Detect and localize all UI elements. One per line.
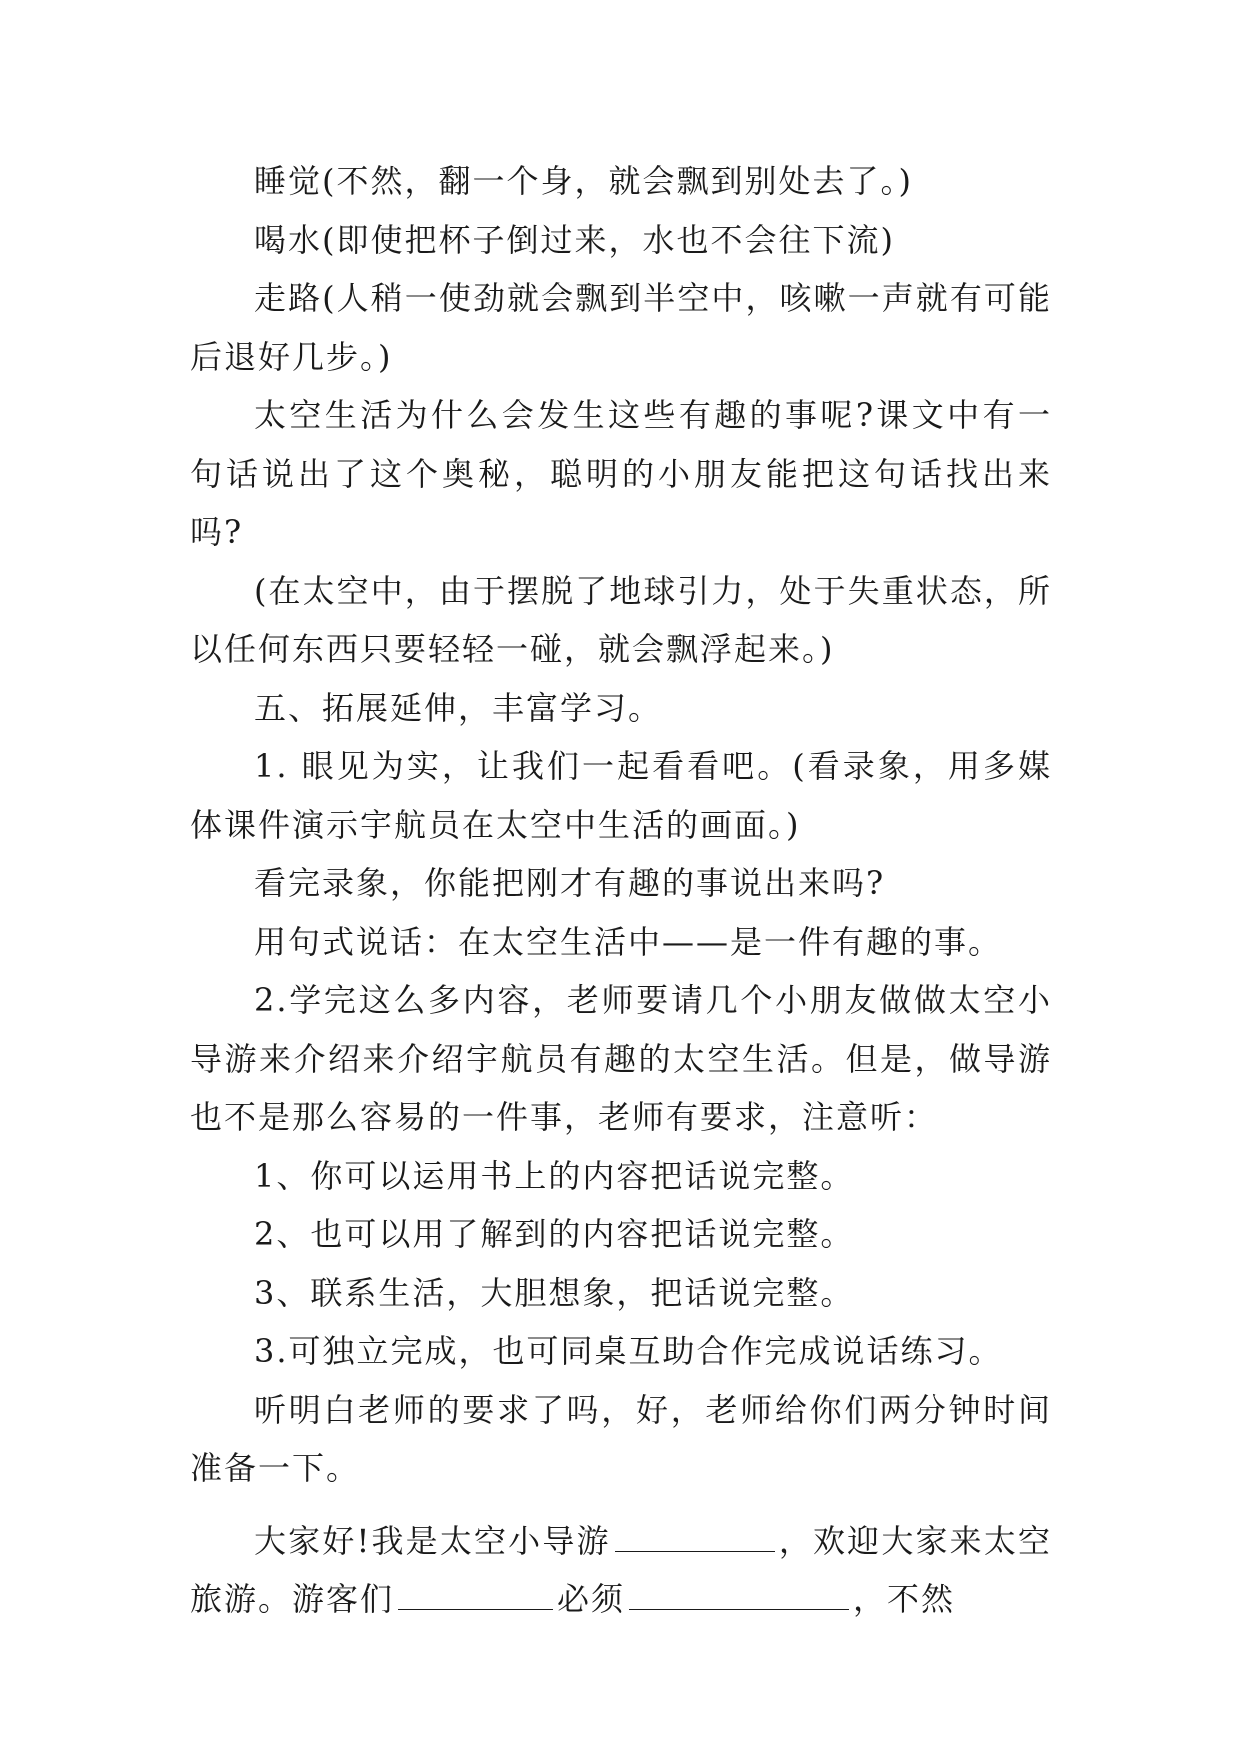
paragraph-walk: 走路(人稍一使劲就会飘到半空中，咳嗽一声就有可能后退好几步。) [190, 279, 1052, 376]
paragraph-step-3: 3.可独立完成，也可同桌互助合作完成说话练习。 [254, 1332, 1003, 1370]
fill-in-text-2: ，欢迎大家来太空旅游。游客们 [190, 1521, 1052, 1618]
paragraph-question: 太空生活为什么会发生这些有趣的事呢?课文中有一句话说出了这个奥秘，聪明的小朋友能把这句话找出来吗? [190, 396, 1052, 551]
blank-line [398, 1579, 553, 1610]
fill-in-text-4: ，不然 [853, 1580, 956, 1618]
requirement-3: 3、联系生活，大胆想象，把话说完整。 [254, 1273, 855, 1312]
paragraph-sleep: 睡觉(不然，翻一个身，就会飘到别处去了。) [254, 162, 913, 200]
fill-in-text-3: 必须 [557, 1580, 626, 1618]
document-body [190, 152, 1052, 1629]
paragraph-answer: (在太空中，由于摆脱了地球引力，处于失重状态，所以任何东西只要轻轻一碰，就会飘浮起来。) [190, 571, 1052, 668]
requirement-2: 2、也可以用了解到的内容把话说完整。 [254, 1215, 855, 1253]
paragraph-sentence-pattern: 用句式说话：在太空生活中——是一件有趣的事。 [254, 922, 1003, 961]
paragraph-step-2: 2.学完这么多内容，老师要请几个小朋友做做太空小导游来介绍来介绍宇航员有趣的太空生活。但是，做导游也不是那么容易的一件事，老师有要求，注意听： [190, 981, 1052, 1136]
requirement-1: 1、你可以运用书上的内容把话说完整。 [254, 1156, 855, 1195]
fill-in-text-1: 大家好!我是太空小导游 [254, 1521, 611, 1560]
blank-line [629, 1579, 849, 1610]
paragraph-drink: 喝水(即使把杯子倒过来，水也不会往下流) [254, 220, 895, 259]
paragraph-step-1: 1. 眼见为实，让我们一起看看吧。(看录象，用多媒体课件演示宇航员在太空中生活的画面。) [190, 747, 1052, 844]
paragraph-after-video: 看完录象，你能把刚才有趣的事说出来吗? [254, 864, 886, 902]
paragraph-prepare: 听明白老师的要求了吗，好，老师给你们两分钟时间准备一下。 [190, 1390, 1052, 1487]
blank-line [615, 1521, 775, 1552]
paragraph-fill-in [190, 1512, 1052, 1629]
section-heading-extension: 五、拓展延伸，丰富学习。 [254, 688, 663, 727]
